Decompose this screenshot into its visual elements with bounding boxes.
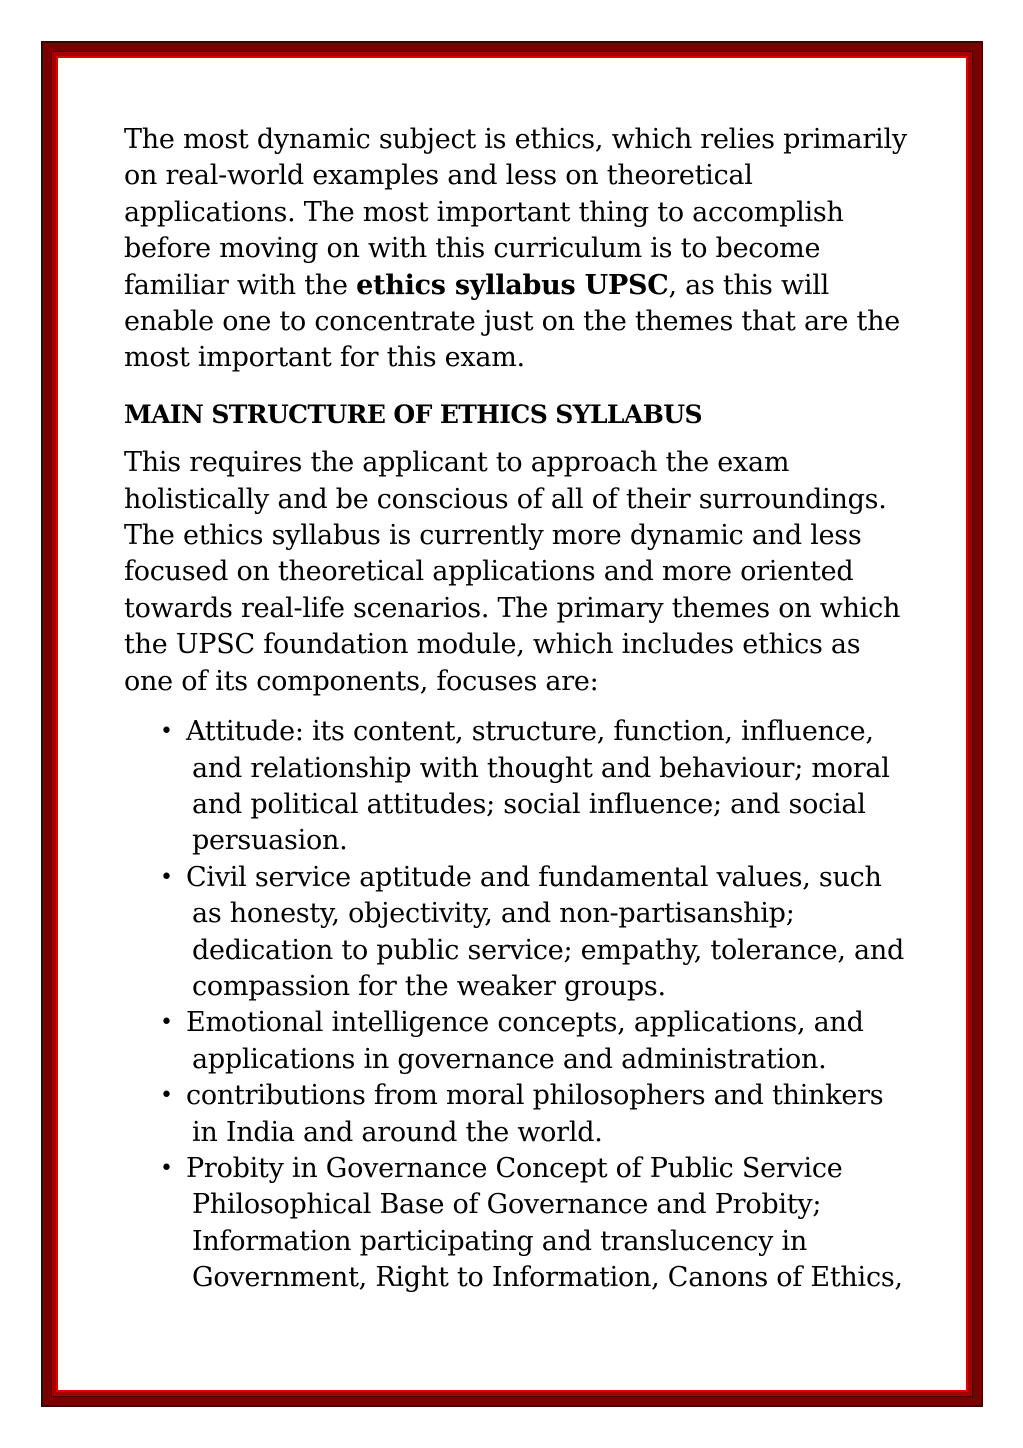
section-heading: MAIN STRUCTURE OF ETHICS SYLLABUS [124,399,702,429]
bullet-icon: • [160,1010,173,1036]
list-item [124,1078,914,1151]
list-item [124,860,914,1006]
themes-list [124,714,914,1297]
intro-paragraph [124,122,914,377]
list-item-text: contributions from moral philosophers and thinkers in India and around the world. [186,1080,884,1148]
bullet-icon: • [160,719,173,745]
intro-text-before: The most dynamic subject is ethics, which relies primarily on real-world examples and less on theoretical applications. The most important thing to accomplish before moving on with this curriculum is to become familiar with the [124,124,907,301]
list-item-text: Emotional intelligence concepts, applications, and applications in governance and administration. [186,1007,864,1075]
list-item-text: Probity in Governance Concept of Public Service Philosophical Base of Governance and Probity; Information participating and translucency in Government, Right to Information, Canons of Ethics, [186,1152,903,1294]
intro-bold-keyword: ethics syllabus UPSC [356,269,669,301]
bullet-icon: • [160,1083,173,1109]
document-body [124,122,914,1297]
structure-paragraph: This requires the applicant to approach the exam holistically and be conscious of all of their surroundings. The ethics syllabus is currently more dynamic and less focused on theoretical applications and more oriented towards real-life scenarios. The primary themes on which the UPSC foundation module, which includes ethics as one of its components, focuses are: [124,447,901,697]
list-item-text: Civil service aptitude and fundamental values, such as honesty, objectivity, and non-partisanship; dedication to public service; empathy, tolerance, and compassion for the weaker groups. [186,861,905,1002]
intro-text-after: , as this will enable one to concentrate just on the themes that are the most important for this exam. [124,269,900,374]
list-item [124,1005,914,1078]
list-item [124,714,914,860]
bullet-icon: • [160,1155,173,1181]
list-item [124,1151,914,1297]
list-item-text: Attitude: its content, structure, function, influence, and relationship with thought and behaviour; moral and political attitudes; social influence; and social persuasion. [186,716,890,857]
bullet-icon: • [160,864,173,890]
